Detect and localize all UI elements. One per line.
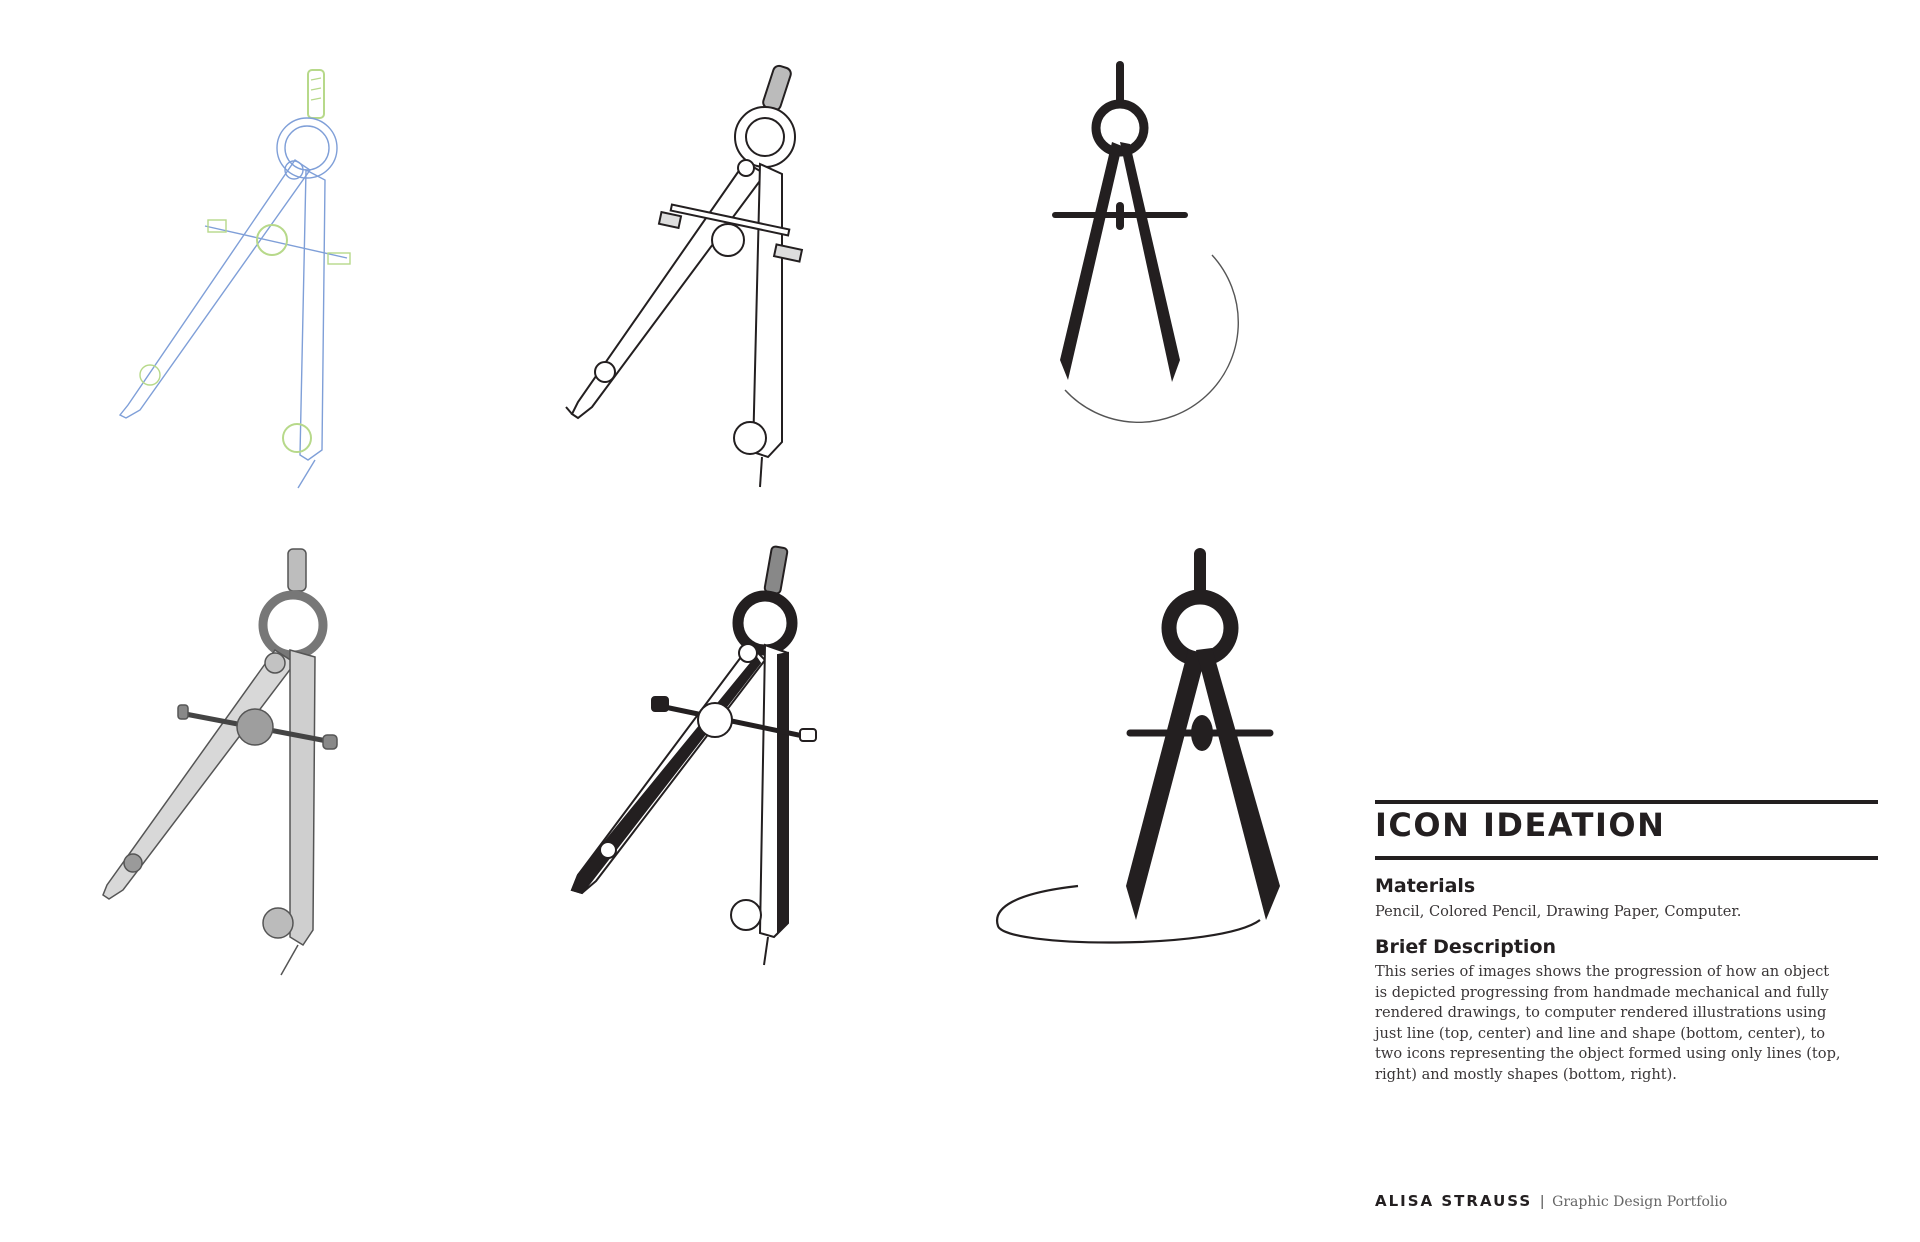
description-heading: Brief Description xyxy=(1375,936,1557,958)
compass-shape-illustration xyxy=(560,545,820,985)
title-top-rule xyxy=(1375,800,1878,804)
description-line: right) and mostly shapes (bottom, right). xyxy=(1375,1065,1677,1083)
description-line: is depicted progressing from handmade mechanical and fully xyxy=(1375,983,1829,1001)
portfolio-subtitle: Graphic Design Portfolio xyxy=(1552,1194,1728,1210)
compass-colored-sketch xyxy=(110,60,370,500)
compass-pencil-rendering xyxy=(95,545,355,985)
compass-line-illustration xyxy=(560,62,820,502)
compass-line-icon xyxy=(1040,60,1320,500)
title-bottom-rule xyxy=(1375,856,1878,860)
description-line: just line (top, center) and line and shape (bottom, center), to xyxy=(1375,1024,1826,1042)
materials-text: Pencil, Colored Pencil, Drawing Paper, Computer. xyxy=(1375,903,1742,920)
description-line: This series of images shows the progression of how an object xyxy=(1375,963,1830,980)
description-text xyxy=(1375,962,1880,1085)
description-line: two icons representing the object formed using only lines (top, xyxy=(1375,1045,1841,1062)
materials-heading: Materials xyxy=(1375,875,1476,897)
footer xyxy=(1375,1192,1727,1210)
author-name: ALISA STRAUSS xyxy=(1375,1192,1533,1210)
compass-shape-icon xyxy=(990,548,1290,948)
page-title: ICON IDEATION xyxy=(1375,806,1666,844)
description-line: rendered drawings, to computer rendered illustrations using xyxy=(1375,1004,1827,1021)
footer-separator: | xyxy=(1540,1193,1545,1210)
